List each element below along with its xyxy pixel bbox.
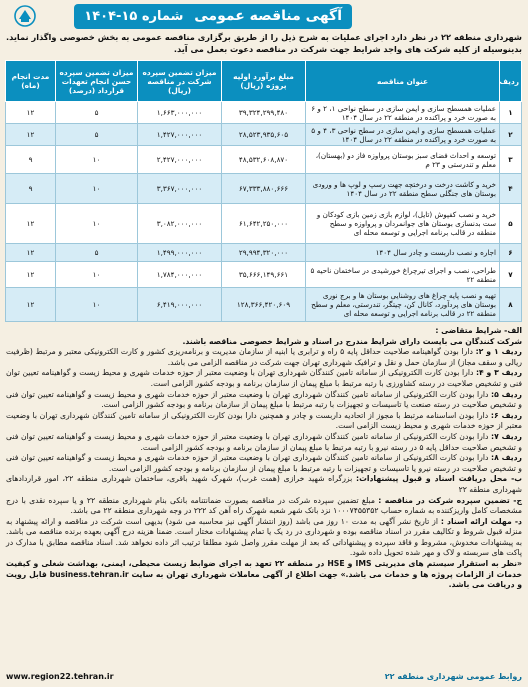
conditions-heading: الف- شرایط متقاضی : [435, 326, 522, 335]
condition-item [6, 559, 522, 591]
row-title: خرید و نصب کفپوش (تایل)، لوازم بازی زمین بازی کودکان و ست بدنسازی بوستان های جوانمردان و پرواوزه و سطح منطقه در قالب برنامه اجرایی و توسعه محله ای [306, 204, 500, 244]
row-estimate: ۲۹,۹۹۴,۳۲۰,۰۰۰ [222, 244, 306, 262]
row-estimate: ۴۸,۵۳۲,۶۰۸,۸۷۰ [222, 146, 306, 174]
row-performance-guarantee: ۱۰ [56, 174, 138, 204]
row-index: ۱ [500, 102, 522, 124]
row-index: ۷ [500, 262, 522, 288]
row-duration: ۹ [6, 174, 56, 204]
row-title: خرید و کاشت درخت و درختچه جهت رسپ و لوپ ها و ورودی بوستان های جنگلی سطح منطقه ۲۲ در سال ۱۴۰۴ [306, 174, 500, 204]
row-deposit: ۱,۴۹۹,۰۰۰,۰۰۰ [138, 244, 222, 262]
row-duration: ۱۲ [6, 102, 56, 124]
row-estimate: ۶۱,۶۴۲,۲۵۰,۰۰۰ [222, 204, 306, 244]
column-header: ردیف [500, 61, 522, 102]
website-label: www.region22.tehran.ir [6, 671, 114, 681]
condition-key: ب- محل دریافت اسناد و قبول پیشنهادات: [356, 474, 523, 484]
condition-text: دارا بودن کارت الکترونیکی از سامانه تامین کنندگان شهرداری تهران با وضعیت معتبر از حوزه خدمات شهری و محیط زیست و گواهینامه تعیین توان فنی و تشخیص صلاحیت در رسته صنعت یا تاسیسات و تجهیزات با رتبه مرتبط با مبلغ پیمان از سازمان برنامه و بودجه کشور الزامی است. [6, 389, 522, 410]
condition-key: ردیف ۳ و ۴: [475, 368, 522, 378]
table-row [6, 204, 522, 244]
public-relations-label: روابط عمومی شهرداری منطقه ۲۲ [384, 671, 522, 681]
row-title: عملیات همسطح سازی و ایمن سازی در سطح نواحی ۳، ۴ و ۵ به صورت خرد و پراکنده در منطقه ۲۲ در سال ۱۴۰۴ [306, 124, 500, 146]
condition-key: ردیف ۷: [491, 431, 522, 441]
condition-text: دارا بودن کارت الکترونیکی از سامانه تامین کنندگان شهرداری تهران با وضعیت معتبر از حوزه خدمات شهری و محیط زیست و گواهینامه تعیین توان فنی و تشخیص صلاحیت حداقل پایه ۵ در رسته نیرو با رتبه مرتبط با مبلغ پیمان از سازمان برنامه و بودجه کشور الزامی است. [6, 431, 522, 452]
condition-item [6, 474, 522, 495]
table-row [6, 244, 522, 262]
condition-key: د- مهلت ارائه اسناد : [440, 516, 522, 526]
row-title: طراحی، نصب و اجرای تیرچراغ خورشیدی در ساختمان ناحیه ۵ منطقه ۲۲ [306, 262, 500, 288]
row-index: ۴ [500, 174, 522, 204]
tender-table [5, 60, 522, 322]
row-performance-guarantee: ۱۰ [56, 262, 138, 288]
table-row [6, 174, 522, 204]
notice-number: شماره ۱۵-۱۴۰۴ [84, 9, 184, 24]
condition-text: دارا بودن کارت الکترونیکی از سامانه تامین کنندگان شهرداری تهران با وضعیت معتبر از حوزه خدمات شهری و محیط زیست و گواهینامه تعیین توان فنی و تشخیص صلاحیت در رسته کشاورزی با رتبه مرتبط با مبلغ پیمان از سازمان برنامه و بودجه کشور الزامی است. [6, 368, 522, 388]
row-title: توسعه و احداث فضای سبز بوستان پرواوزه فاز دو (بهستان)، معلم و تندرستی و ۲۳ م [306, 146, 500, 174]
condition-item [6, 390, 522, 411]
table-row [6, 262, 522, 288]
row-deposit: ۳,۳۶۷,۰۰۰,۰۰۰ [138, 174, 222, 204]
conditions-subheading: شرکت کنندگان می بایست دارای شرایط مندرج در اسناد و شرایط خصوصی مناقصه باشند. [182, 336, 522, 346]
column-header: مدت انجام (ماه) [6, 61, 56, 102]
tender-notice [6, 4, 522, 683]
row-estimate: ۲۸,۵۲۳,۹۳۵,۶۰۵ [222, 124, 306, 146]
condition-text: از تاریخ نشر آگهی به مدت ۱۰ روز می باشد (روز انتشار آگهی نیز محاسبه می شود) بدیهی است شرکت در مناقصه و ارائه پیشنهاد به منزله قبول شروط و تکالیف مقرر در اسناد مناقصه بوده و شهرداری در رد یک یا تمام پیشنهادات مختار است. ضمنا هزینه درج آگهی بعهده برنده مناقصه می باشد. به پیشنهادات مخدوش، مشروط و فاقد سپرده و پیشنهاداتی که بعد از مهلت مقرر واصل شود مطلقا ترتیب اثر داده نخواهد شد. اسناد مناقصه مطابق با مدارک در پاکت های سربسته و لاک و مهر شده تحویل داده شود. [6, 516, 522, 558]
notice-header [6, 4, 522, 30]
row-index: ۲ [500, 124, 522, 146]
row-deposit: ۱,۷۸۴,۰۰۰,۰۰۰ [138, 262, 222, 288]
municipality-logo-icon [10, 4, 40, 28]
row-title: تهیه و نصب پایه چراغ های روشنایی بوستان ها و برج نوری بوستان های پردآورد، کانال کن، چیتگر، تندرستی، معلم و سطح منطقه ۲۲ در قالب برنامه اجرایی و توسعه محله ای [306, 288, 500, 322]
row-performance-guarantee: ۵ [56, 102, 138, 124]
condition-item [6, 347, 522, 368]
condition-text: «نظر به استقرار سیستم های مدیریتی IMS و HSE در منطقه ۲۲ تعهد به اجرای ضوابط زیست محیطی، ایمنی، بهداشت شغلی و کیفیت خدمات از الزامات پروژه ها و خدمات می باشد.» جهت اطلاع از آگهی معاملات شهرداری تهران به سایت business.tehran.ir قابل رویت و دریافت می باشد. [6, 559, 523, 590]
column-header: میزان تضمین سپرده حسن انجام تعهدات قرارداد (درصد) [56, 61, 138, 102]
condition-item [6, 453, 522, 474]
row-duration: ۱۲ [6, 204, 56, 244]
condition-item [6, 432, 522, 453]
row-deposit: ۱,۴۲۷,۰۰۰,۰۰۰ [138, 124, 222, 146]
row-title: عملیات همسطح سازی و ایمن سازی در سطح نواحی ۱، ۲ و ۶ به صورت خرد و پراکنده در منطقه ۲۲ در سال ۱۴۰۴ [306, 102, 500, 124]
notice-title [74, 4, 352, 29]
condition-key: ردیف ۶: [490, 410, 523, 420]
row-deposit: ۲,۴۲۷,۰۰۰,۰۰۰ [138, 146, 222, 174]
column-header: میزان تضمین سپرده شرکت در مناقصه (ریال) [138, 61, 222, 102]
conditions-list [6, 347, 522, 591]
row-index: ۸ [500, 288, 522, 322]
table-header-row [6, 61, 522, 102]
column-header: عنوان مناقصه [306, 61, 500, 102]
condition-key: ردیف ۸: [491, 453, 522, 463]
condition-text: دارا بودن اساسنامه مرتبط با مجوز از اتحادیه داربست و چادر و همچنین دارا بودن کارت الکترونیکی از سامانه تامین کنندگان شهرداری تهران با وضعیت معتبر از حوزه خدمات شهری و محیط زیست الزامی است. [6, 410, 522, 431]
row-estimate: ۳۵,۶۶۶,۱۴۹,۶۶۱ [222, 262, 306, 288]
condition-text: دارا بودن کارت الکترونیکی از سامانه تامین کنندگان شهرداری تهران با وضعیت معتبر از حوزه خدمات شهری و محیط زیست و گواهینامه تعیین توان فنی و تشخیص صلاحیت در رسته نیرو یا تاسیسات و تجهیزات با رتبه مرتبط با مبلغ پیمان از سازمان برنامه و بودجه کشور الزامی است. [6, 453, 522, 473]
row-index: ۳ [500, 146, 522, 174]
row-performance-guarantee: ۵ [56, 244, 138, 262]
row-performance-guarantee: ۱۰ [56, 288, 138, 322]
row-estimate: ۳۹,۳۲۴,۲۹۹,۴۸۰ [222, 102, 306, 124]
row-deposit: ۶,۴۱۹,۰۰۰,۰۰۰ [138, 288, 222, 322]
condition-item [6, 517, 522, 559]
condition-item [6, 496, 522, 517]
condition-item [6, 368, 522, 389]
row-performance-guarantee: ۱۰ [56, 146, 138, 174]
row-duration: ۱۲ [6, 262, 56, 288]
row-duration: ۹ [6, 146, 56, 174]
row-estimate: ۱۲۸,۳۶۶,۴۲۰,۶۰۹ [222, 288, 306, 322]
column-header: مبلغ برآورد اولیه پروژه (ریال) [222, 61, 306, 102]
row-duration: ۱۲ [6, 288, 56, 322]
notice-intro: شهرداری منطقه ۲۲ در نظر دارد اجرای عملیات به شرح ذیل را از طریق برگزاری مناقصه عمومی به بخش خصوصی واگذار نماید. بدینوسیله از کلیه شرکت های واجد شرایط جهت شرکت در مناقصه دعوت بعمل می آید. [6, 32, 522, 54]
table-row [6, 124, 522, 146]
condition-key: ردیف ۱ و ۲: [475, 347, 522, 357]
condition-item [6, 411, 522, 432]
row-duration: ۱۲ [6, 244, 56, 262]
table-row [6, 288, 522, 322]
notice-footer [6, 669, 522, 683]
row-deposit: ۱,۶۶۳,۰۰۰,۰۰۰ [138, 102, 222, 124]
notice-title-text: آگهی مناقصه عمومی [194, 8, 342, 24]
condition-text: دارا بودن گواهینامه صلاحیت حداقل پایه ۵ راه و ترابری یا ابنیه از سازمان مدیریت و برنامه‌ریزی کشور و کارت الکترونیکی معتبر و مرتبط (ظرفیت ریالی و سقف مجاز) از سازمان حمل و نقل و ترافیک شهرداری تهران جهت شرکت در مناقصه الزامی می باشد. [6, 347, 522, 367]
condition-text: بزرگراه شهید خرازی (همت غرب)، شهرک شهید باقری، ساختمان شهرداری منطقه ۲۲، امور قراردادهای شهرداری منطقه ۲۲ [6, 474, 522, 494]
row-performance-guarantee: ۱۰ [56, 204, 138, 244]
row-estimate: ۶۷,۳۳۳,۸۸۰,۶۶۶ [222, 174, 306, 204]
row-performance-guarantee: ۵ [56, 124, 138, 146]
row-duration: ۱۲ [6, 124, 56, 146]
condition-key: ردیف ۵: [491, 389, 522, 399]
condition-key: ج- تضمین سپرده شرکت در مناقصه : [378, 495, 522, 505]
condition-text: مبلغ تضمین سپرده شرکت در مناقصه بصورت ضمانتنامه بانکی بنام شهرداری منطقه ۲۲ و یا سپرده نقدی با درج مشخصات کامل واریزکننده به شماره حساب ۱۰۰۰۷۴۵۵۳۵۲ نزد بانک شهر شعبه شهرک راه آهن کد ۲۲۲ در وجه شهرداری منطقه ۲۲ می باشد. [6, 495, 522, 516]
row-index: ۶ [500, 244, 522, 262]
conditions-section [6, 326, 522, 591]
row-title: اجاره و نصب داربست و چادر سال ۱۴۰۴ [306, 244, 500, 262]
table-row [6, 102, 522, 124]
table-row [6, 146, 522, 174]
row-deposit: ۳,۰۸۲,۰۰۰,۰۰۰ [138, 204, 222, 244]
row-index: ۵ [500, 204, 522, 244]
